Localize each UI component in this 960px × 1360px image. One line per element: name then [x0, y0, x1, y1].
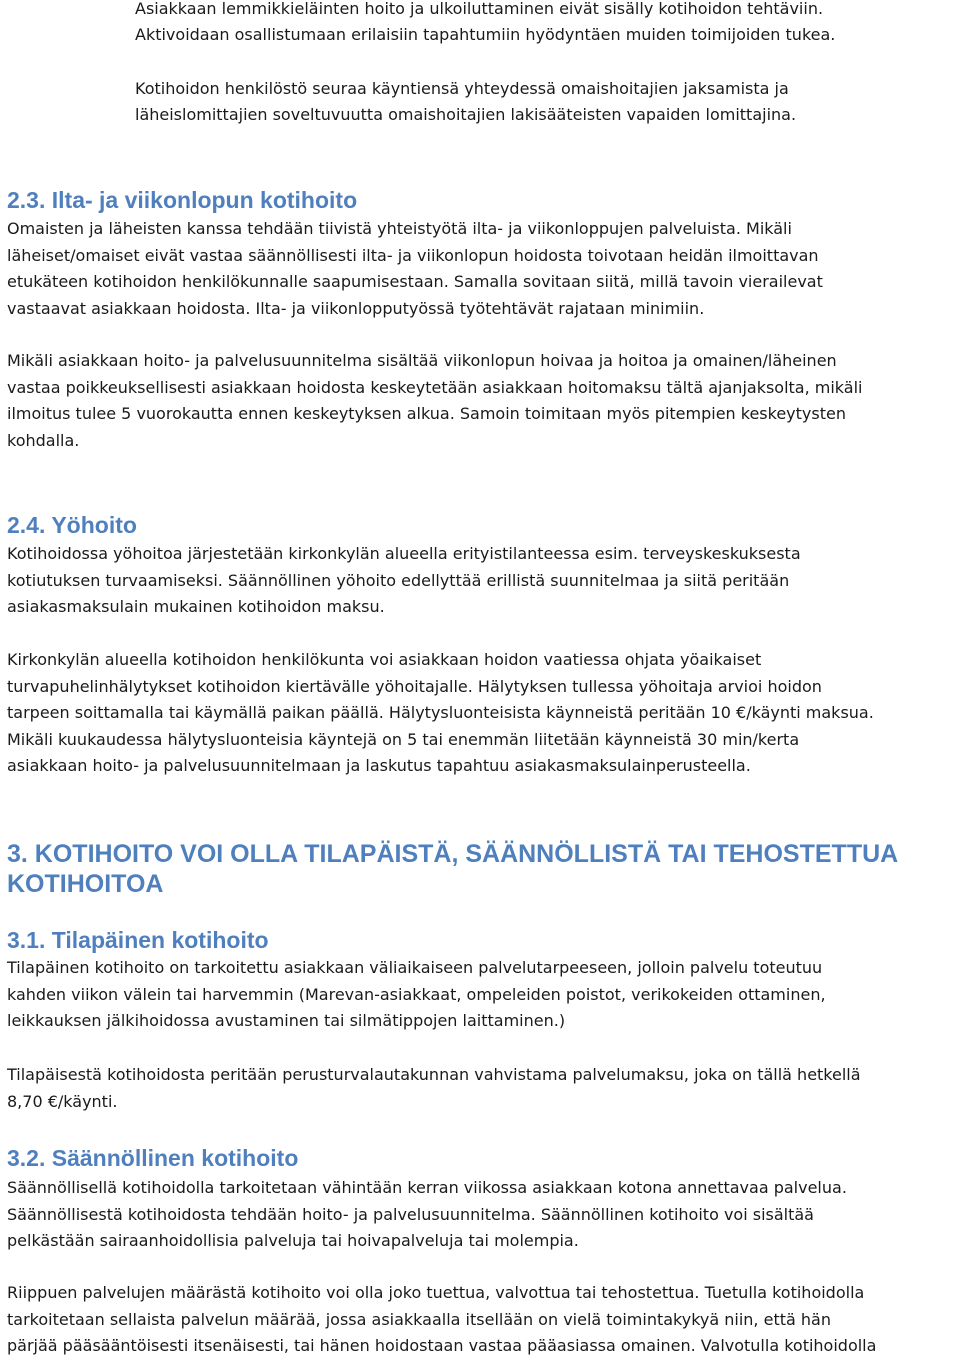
text-line: kahden viikon välein tai harvemmin (Marevan-asiakkaat, ompeleiden poistot, verikokeiden ottaminen,: [7, 984, 826, 1004]
section-heading-3-1: 3.1. Tilapäinen kotihoito: [7, 927, 269, 953]
text-line: pärjää pääsääntöisesti itsenäisesti, tai hänen hoidostaan vastaa pääasiassa omainen. Valvotulla kotihoidolla: [7, 1336, 877, 1355]
text-line: Säännöllisestä kotihoidosta tehdään hoito- ja palvelusuunnitelma. Säännöllinen kotihoito voi sisältää: [7, 1204, 814, 1224]
text-line: tarpeen soittamalla tai käymällä paikan päällä. Hälytysluonteisista käynneistä peritään 10 €/käynti maksua.: [7, 703, 874, 722]
text-line: Mikäli kuukaudessa hälytysluonteisia käyntejä on 5 tai enemmän liitetään käynneistä 30 min/kerta: [7, 729, 800, 749]
section-3-2-paragraph-1: [7, 1175, 960, 1255]
text-line: 8,70 €/käynti.: [7, 1091, 118, 1111]
chapter-heading-3-line-2: KOTIHOITOA: [7, 870, 164, 898]
text-line: Tilapäinen kotihoito on tarkoitettu asiakkaan väliaikaiseen palvelutarpeeseen, jolloin palvelu toteutuu: [7, 958, 823, 977]
text-line: asiakasmaksulain mukainen kotihoidon maksu.: [7, 597, 385, 616]
text-line: Säännöllisellä kotihoidolla tarkoitetaan vähintään kerran viikossa asiakkaan kotona annettavaa palvelua.: [7, 1178, 847, 1197]
section-3-2-paragraph-2: [7, 1280, 960, 1360]
text-line: läheislomittajien soveltuvuutta omaishoitajien lakisääteisten vapaiden lomittajina.: [135, 105, 797, 124]
text-line: kotiutuksen turvaamiseksi. Säännöllinen yöhoito edellyttää erillistä suunnitelmaa ja siitä peritään: [7, 570, 790, 590]
text-line: Kirkonkylän alueella kotihoidon henkilökunta voi asiakkaan hoidon vaatiessa ohjata yöaikaiset: [7, 650, 762, 669]
text-line: ilmoitus tulee 5 vuorokautta ennen keskeytyksen alkua. Samoin toimitaan myös pitempien keskeytysten: [7, 404, 846, 423]
text-line: pelkästään sairaanhoidollisia palveluja tai hoivapalveluja tai molempia.: [7, 1231, 579, 1250]
section-3-1-paragraph-1: [7, 955, 960, 1035]
section-2-4-paragraph-1: [7, 541, 960, 621]
text-line: turvapuhelinhälytykset kotihoidon kiertävälle yöhoitajalle. Hälytyksen tullessa yöhoitaja arvioi hoidon: [7, 676, 822, 696]
text-line: Mikäli asiakkaan hoito- ja palvelusuunnitelma sisältää viikonlopun hoivaa ja hoitoa ja omainen/läheinen: [7, 351, 837, 370]
text-line: asiakkaan hoito- ja palvelusuunnitelmaan ja laskutus tapahtuu asiakasmaksulainperusteella.: [7, 756, 751, 775]
section-2-3-paragraph-2: [7, 348, 960, 454]
section-2-3-paragraph-1: [7, 216, 960, 322]
intro-paragraph-2: [135, 76, 960, 128]
intro-paragraph-1: [135, 0, 960, 48]
text-line: Riippuen palvelujen määrästä kotihoito voi olla joko tuettua, valvottua tai tehostettua. Tuetulla kotihoidolla: [7, 1283, 865, 1302]
text-line: vastaa poikkeuksellisesti asiakkaan hoidosta keskeytetään asiakkaan hoitomaksu tältä ajanjaksolta, mikäli: [7, 377, 863, 397]
section-heading-2-4: 2.4. Yöhoito: [7, 512, 137, 538]
chapter-heading-3-line-1: 3. KOTIHOITO VOI OLLA TILAPÄISTÄ, SÄÄNNÖLLISTÄ TAI TEHOSTETTUA: [7, 840, 899, 868]
text-line: Omaisten ja läheisten kanssa tehdään tiivistä yhteistyötä ilta- ja viikonloppujen palveluista. Mikäli: [7, 219, 792, 238]
text-line: kohdalla.: [7, 430, 80, 450]
section-heading-3-2: 3.2. Säännöllinen kotihoito: [7, 1145, 299, 1171]
section-2-4-paragraph-2: [7, 647, 960, 780]
text-line: Asiakkaan lemmikkieläinten hoito ja ulkoiluttaminen eivät sisälly kotihoidon tehtäviin.: [135, 0, 824, 18]
text-line: Kotihoidon henkilöstö seuraa käyntiensä yhteydessä omaishoitajien jaksamista ja: [135, 79, 789, 98]
text-line: etukäteen kotihoidon henkilökunnalle saapumisestaan. Samalla sovitaan siitä, millä tavoin vierailevat: [7, 272, 823, 291]
section-3-1-paragraph-2: [7, 1062, 960, 1115]
text-line: tarkoitetaan sellaista palvelun määrää, jossa asiakkaalla itsellään on vielä toimintakykyä niin, että hän: [7, 1309, 831, 1329]
text-line: leikkauksen jälkihoidossa avustaminen tai silmätippojen laittaminen.): [7, 1011, 566, 1030]
text-line: Tilapäisestä kotihoidosta peritään perusturvalautakunnan vahvistama palvelumaksu, joka on tällä hetkellä: [7, 1065, 861, 1084]
text-line: läheiset/omaiset eivät vastaa säännöllisesti ilta- ja viikonlopun hoidosta toivotaan heidän ilmoittavan: [7, 245, 819, 265]
section-heading-2-3: 2.3. Ilta- ja viikonlopun kotihoito: [7, 187, 358, 213]
text-line: vastaavat asiakkaan hoidosta. Ilta- ja viikonlopputyössä työtehtävät rajataan minimiin.: [7, 298, 705, 318]
text-line: Aktivoidaan osallistumaan erilaisiin tapahtumiin hyödyntäen muiden toimijoiden tukea.: [135, 25, 836, 44]
text-line: Kotihoidossa yöhoitoa järjestetään kirkonkylän alueella erityistilanteessa esim. terveyskeskuksesta: [7, 544, 801, 563]
